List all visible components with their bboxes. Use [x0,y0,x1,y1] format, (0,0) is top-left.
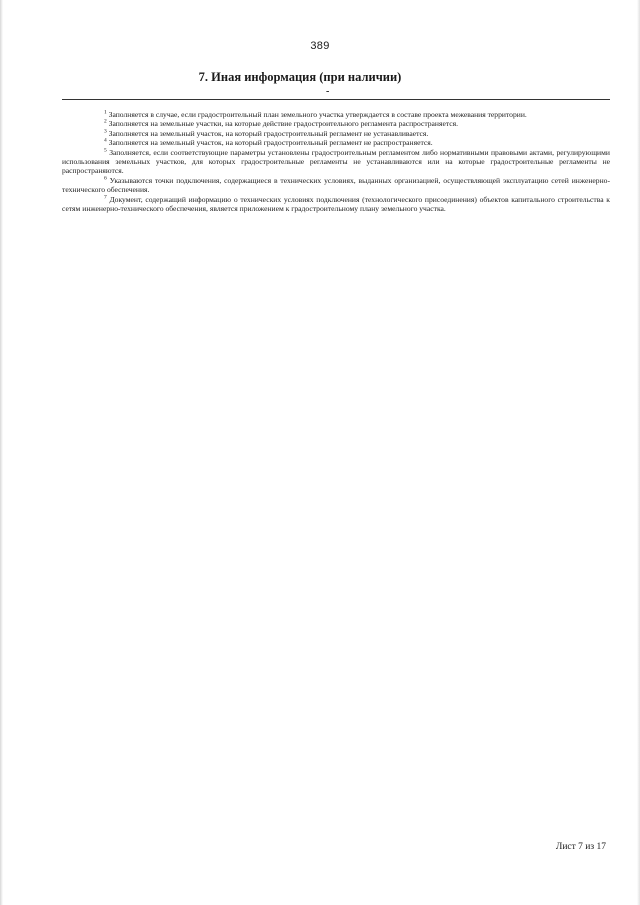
footnote-text: Указываются точки подключения, содержащиеся в технических условиях, выданных организацией, осуществляющей эксплуатацию сетей инженерно-технического обеспечения. [62,175,610,195]
footnote-text: Заполняется в случае, если градостроительный план земельного участка утверждается в составе проекта межевания территории. [108,110,527,119]
footnote-number: 2 [104,118,107,125]
footnote-number: 7 [104,194,107,201]
footnote-number: 6 [104,175,107,182]
footnote-text: Заполняется, если соответствующие параметры установлены градостроительным регламентом либо нормативными правовыми актами, регулирующими использования земельных участков, для которых градостроительные регламенты не устанавливаются или на которые градостроительные регламенты не распространяются. [62,147,610,176]
sheet-counter: Лист 7 из 17 [555,842,606,852]
footnote-number: 5 [104,147,107,154]
footnote [62,119,610,128]
title-mark: - [326,86,330,97]
footnote [62,110,610,119]
footnote-number: 4 [104,137,107,144]
footnote [62,129,610,138]
footnote-number: 1 [104,109,107,116]
footnote [62,176,610,195]
footnote-number: 3 [104,128,107,135]
scan-edge-left [0,0,3,905]
footnote-separator [62,99,610,100]
footnote [62,138,610,147]
footnotes [62,110,610,213]
footnote-text: Заполняется на земельный участок, на который градостроительный регламент не устанавливается. [108,128,429,138]
footnote [62,195,610,214]
section-title: 7. Иная информация (при наличии) [198,70,402,84]
page-number: 389 [310,40,330,52]
footnote-text: Заполняется на земельный участок, на который градостроительный регламент не распространяется. [108,138,433,148]
footnote-text: Заполняется на земельные участки, на которые действие градостроительного регламента распространяется. [108,119,458,129]
footnote [62,148,610,176]
footnote-text: Документ, содержащий информацию о технических условиях подключения (технологического присоединения) объектов капитального строительства к сетям инженерно-технического обеспечения, является приложением к градостроительному плану земельного участка. [62,194,610,214]
